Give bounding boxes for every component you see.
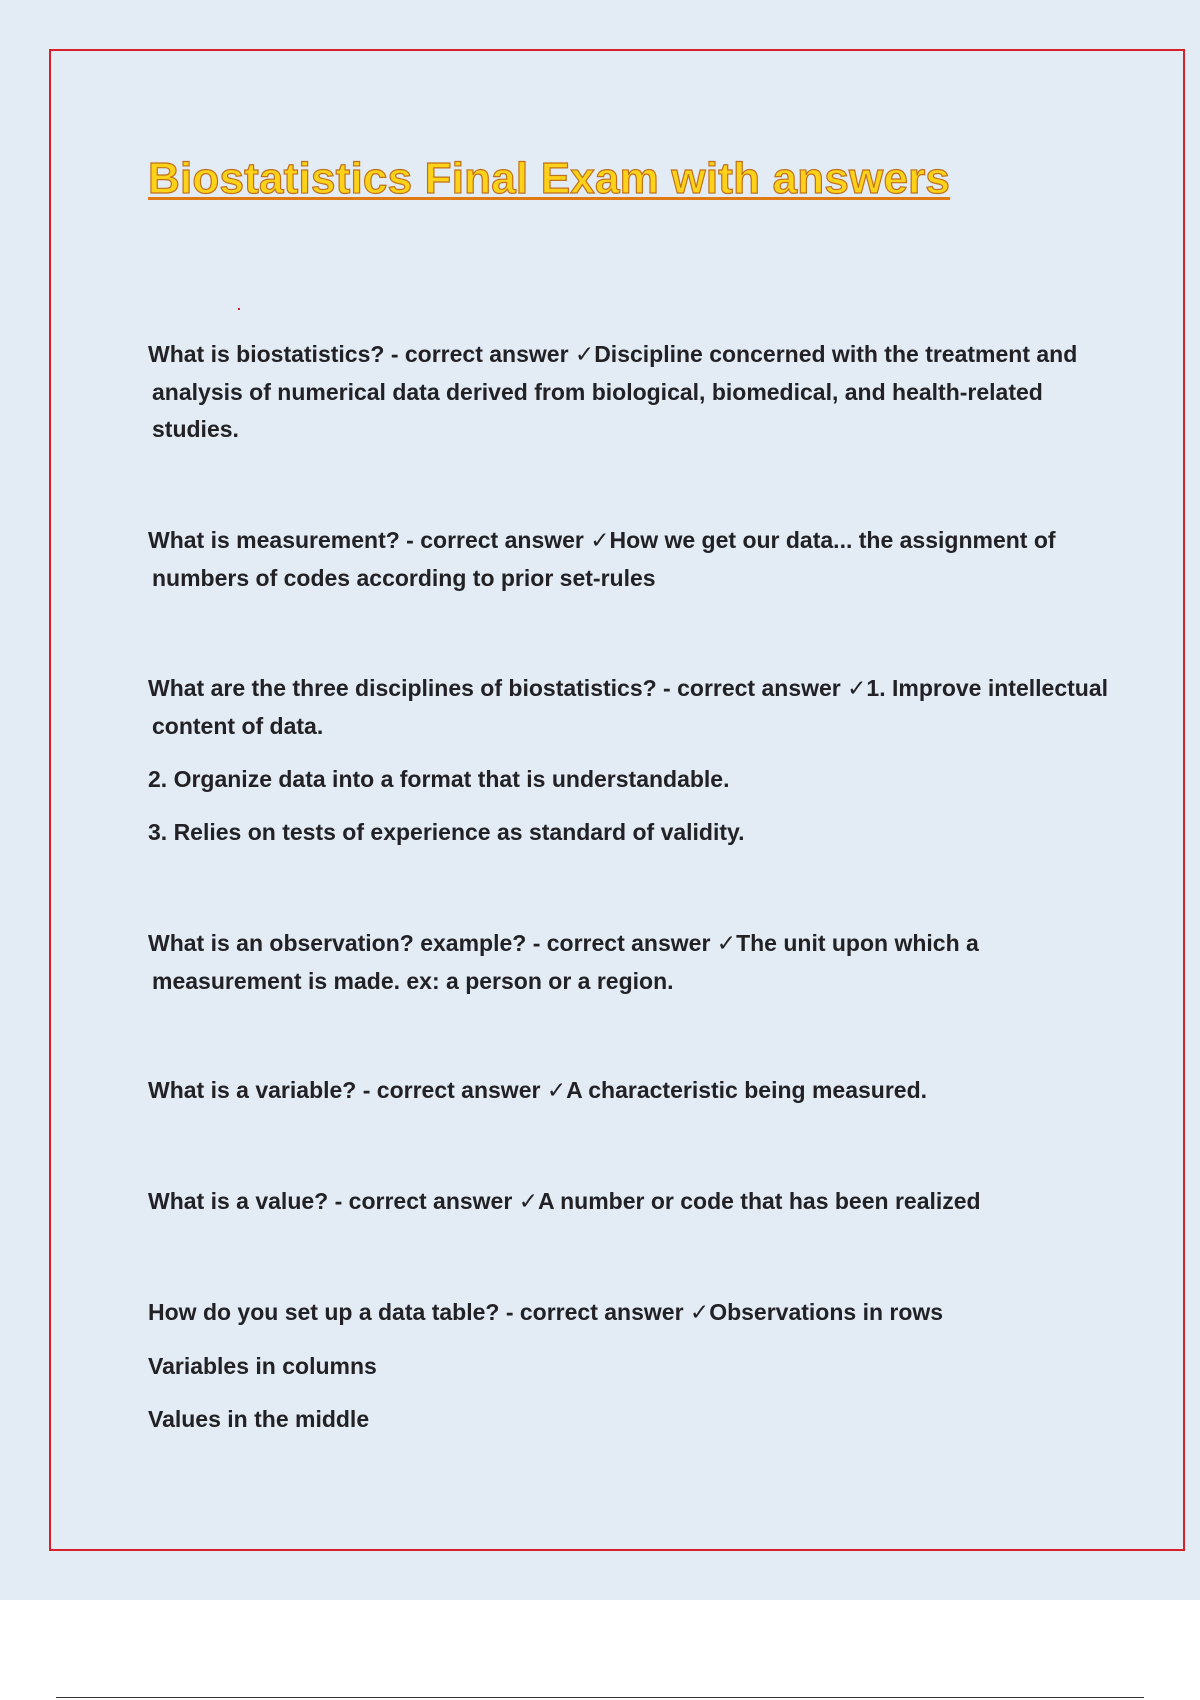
qa-item xyxy=(148,670,1108,851)
check-icon: ✓ xyxy=(546,1078,567,1104)
footer-rule xyxy=(56,1697,1144,1698)
document-frame xyxy=(49,49,1185,1551)
qa-first-line xyxy=(148,1072,1108,1110)
answer-text: A characteristic being measured. xyxy=(566,1077,928,1103)
stray-mark xyxy=(238,308,240,310)
qa-item xyxy=(148,336,1108,448)
check-icon: ✓ xyxy=(590,528,610,554)
question-text: What is measurement? xyxy=(148,527,400,553)
answer-separator: - correct answer xyxy=(356,1077,547,1103)
answer-separator: - correct answer xyxy=(328,1188,519,1214)
answer-text: The unit upon which a measurement is made. ex: a person or a region. xyxy=(152,930,979,994)
question-text: What is an observation? example? xyxy=(148,930,527,956)
qa-item xyxy=(148,522,1108,597)
question-text: How do you set up a data table? xyxy=(148,1299,500,1325)
answer-line: Variables in columns xyxy=(148,1353,377,1379)
qa-first-line xyxy=(148,1183,1108,1221)
question-text: What is biostatistics? xyxy=(148,341,385,367)
qa-item xyxy=(148,1294,1108,1438)
qa-first-line xyxy=(148,925,1108,1000)
answer-text: Observations in rows xyxy=(709,1299,944,1325)
answer-line: 3. Relies on tests of experience as standard of validity. xyxy=(148,819,745,845)
answer-separator: - correct answer xyxy=(384,341,575,367)
qa-item xyxy=(148,1072,1108,1110)
answer-separator: - correct answer xyxy=(399,527,591,553)
check-icon: ✓ xyxy=(847,676,867,702)
answer-text: Discipline concerned with the treatment and analysis of numerical data derived from biological, biomedical, and health-related studies. xyxy=(152,341,1078,442)
answer-text: How we get our data... the assignment of numbers of codes according to prior set-rules xyxy=(152,527,1056,591)
qa-item xyxy=(148,1183,1108,1221)
answer-text: A number or code that has been realized xyxy=(537,1188,981,1214)
question-text: What are the three disciplines of biostatistics? xyxy=(148,675,657,701)
check-icon: ✓ xyxy=(518,1189,538,1215)
document-title: Biostatistics Final Exam with answers xyxy=(148,154,951,203)
question-text: What is a value? xyxy=(148,1188,329,1214)
question-text: What is a variable? xyxy=(148,1077,357,1103)
qa-first-line xyxy=(148,522,1108,597)
qa-item xyxy=(148,925,1108,1000)
answer-text: 1. Improve intellectual content of data. xyxy=(152,675,1109,739)
qa-first-line xyxy=(148,1294,1108,1332)
answer-line: Values in the middle xyxy=(148,1406,370,1432)
answer-separator: - correct answer xyxy=(526,930,717,956)
answer-separator: - correct answer xyxy=(656,675,848,701)
answer-line: 2. Organize data into a format that is understandable. xyxy=(148,766,730,792)
check-icon: ✓ xyxy=(716,931,737,957)
answer-separator: - correct answer xyxy=(499,1299,690,1325)
qa-first-line xyxy=(148,336,1108,448)
check-icon: ✓ xyxy=(689,1300,710,1326)
check-icon: ✓ xyxy=(574,342,595,368)
qa-first-line xyxy=(148,670,1108,745)
